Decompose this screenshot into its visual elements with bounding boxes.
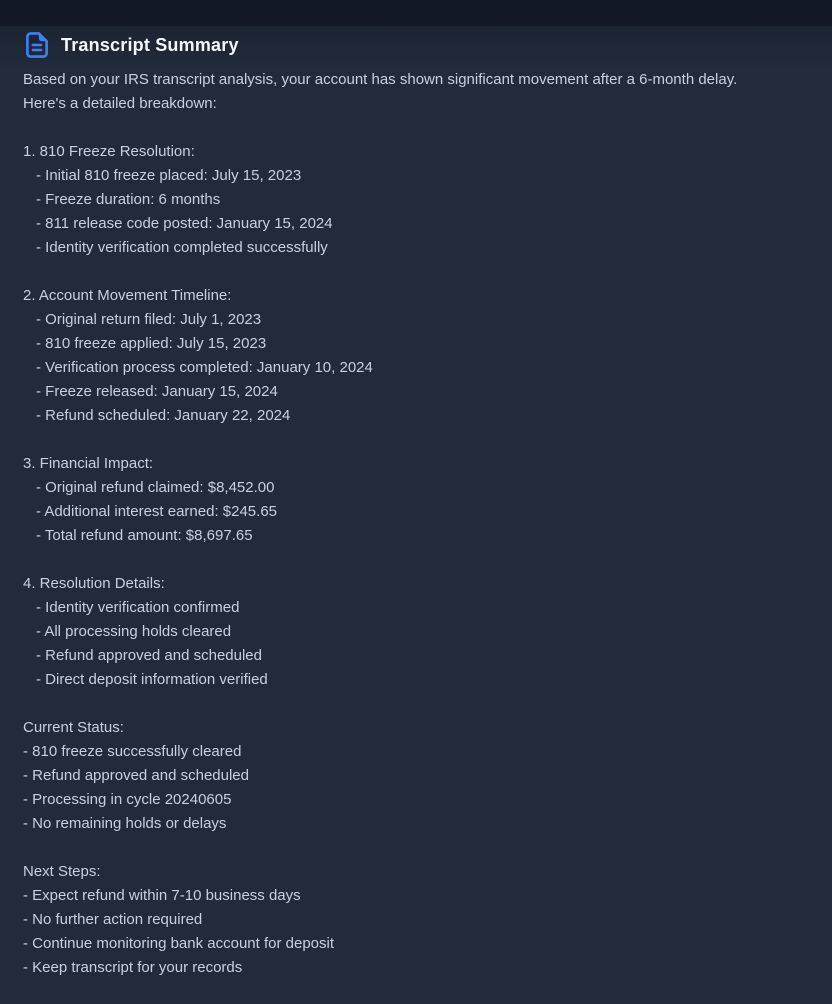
section-heading: 2. Account Movement Timeline: [23, 287, 232, 304]
section-heading: Next Steps: [23, 863, 101, 880]
window-top-strip [0, 0, 832, 26]
summary-list-item: - Expect refund within 7-10 business days [23, 887, 301, 904]
summary-list-item: - Original refund claimed: $8,452.00 [36, 479, 275, 496]
summary-list-item: - Initial 810 freeze placed: July 15, 2023 [36, 167, 302, 184]
section-heading: 1. 810 Freeze Resolution: [23, 143, 195, 160]
summary-section [23, 860, 808, 980]
document-text-icon [26, 32, 48, 58]
page-title: Transcript Summary [61, 34, 239, 55]
summary-list-item: - Total refund amount: $8,697.65 [36, 527, 253, 544]
summary-list-item: - No further action required [23, 911, 203, 928]
summary-list-item: - Additional interest earned: $245.65 [36, 503, 278, 520]
summary-list-item: - Refund approved and scheduled [36, 647, 262, 664]
summary-list-item: - Verification process completed: January 10, 2024 [36, 359, 373, 376]
section-items [23, 884, 808, 980]
transcript-summary-message [0, 60, 832, 980]
section-items [23, 164, 808, 260]
summary-list-item: - Keep transcript for your records [23, 959, 243, 976]
summary-list-item: - 810 freeze successfully cleared [23, 743, 242, 760]
summary-header [0, 26, 832, 60]
summary-list-item: - Processing in cycle 20240605 [23, 791, 232, 808]
summary-list-item: - Direct deposit information verified [36, 671, 268, 688]
summary-list-item: - Identity verification confirmed [36, 599, 240, 616]
section-items [23, 740, 808, 836]
section-items [23, 476, 808, 548]
summary-list-item: - 811 release code posted: January 15, 2024 [36, 215, 333, 232]
summary-list-item: - Freeze duration: 6 months [36, 191, 221, 208]
summary-section [23, 452, 808, 548]
summary-section [23, 284, 808, 428]
section-heading: 3. Financial Impact: [23, 455, 154, 472]
summary-sections [23, 140, 808, 980]
summary-list-item: - Continue monitoring bank account for deposit [23, 935, 335, 952]
section-heading: Current Status: [23, 719, 124, 736]
section-heading: 4. Resolution Details: [23, 575, 165, 592]
summary-section [23, 716, 808, 836]
summary-section [23, 140, 808, 260]
summary-list-item: - Original return filed: July 1, 2023 [36, 311, 262, 328]
summary-list-item: - Freeze released: January 15, 2024 [36, 383, 278, 400]
section-items [23, 308, 808, 428]
summary-list-item: - 810 freeze applied: July 15, 2023 [36, 335, 267, 352]
summary-section [23, 572, 808, 692]
summary-list-item: - Refund scheduled: January 22, 2024 [36, 407, 291, 424]
summary-list-item: - Refund approved and scheduled [23, 767, 249, 784]
intro-paragraph: Based on your IRS transcript analysis, your account has shown significant movement after a 6-month delay. Here's a detailed breakdown: [23, 71, 738, 112]
summary-list-item: - All processing holds cleared [36, 623, 232, 640]
summary-list-item: - Identity verification completed successfully [36, 239, 328, 256]
section-items [23, 596, 808, 692]
summary-list-item: - No remaining holds or delays [23, 815, 227, 832]
